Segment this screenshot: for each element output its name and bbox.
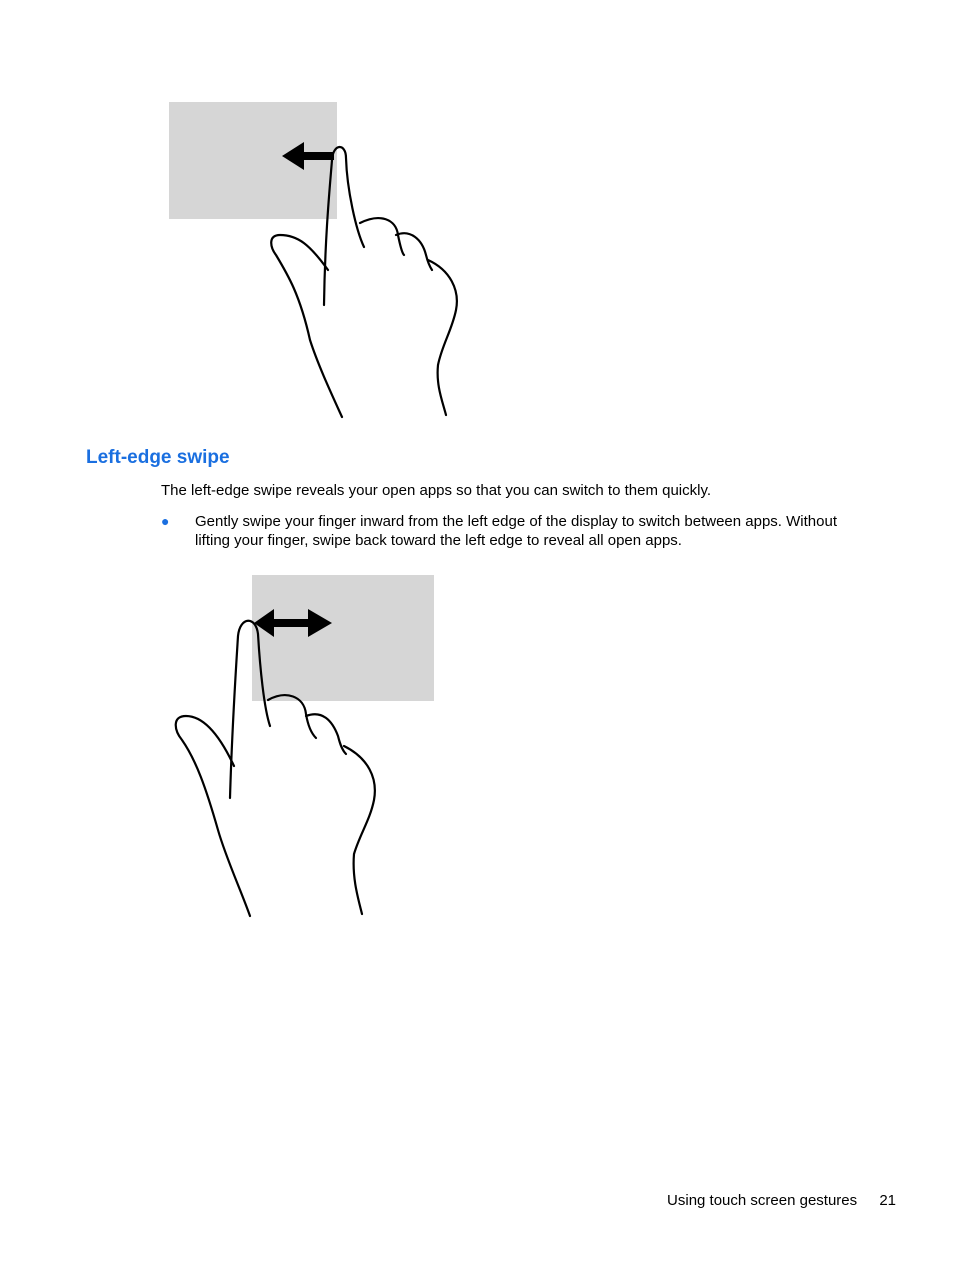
list-item bbox=[161, 512, 861, 550]
page-number: 21 bbox=[879, 1192, 896, 1209]
swipe-left-illustration bbox=[160, 95, 470, 425]
section-heading: Left-edge swipe bbox=[86, 447, 230, 468]
page-footer bbox=[667, 1191, 896, 1210]
bullet-icon: ● bbox=[161, 513, 170, 529]
screen-panel bbox=[169, 102, 337, 219]
instruction-list bbox=[161, 512, 861, 550]
left-edge-swipe-illustration bbox=[160, 568, 450, 920]
footer-chapter-title: Using touch screen gestures bbox=[667, 1192, 858, 1209]
list-item-text: Gently swipe your finger inward from the left edge of the display to switch between apps. Without lifting your finger, swipe back toward the left edge to reveal all open apps. bbox=[195, 513, 837, 549]
screen-panel bbox=[252, 575, 434, 701]
intro-paragraph: The left-edge swipe reveals your open apps so that you can switch to them quickly. bbox=[161, 482, 712, 499]
